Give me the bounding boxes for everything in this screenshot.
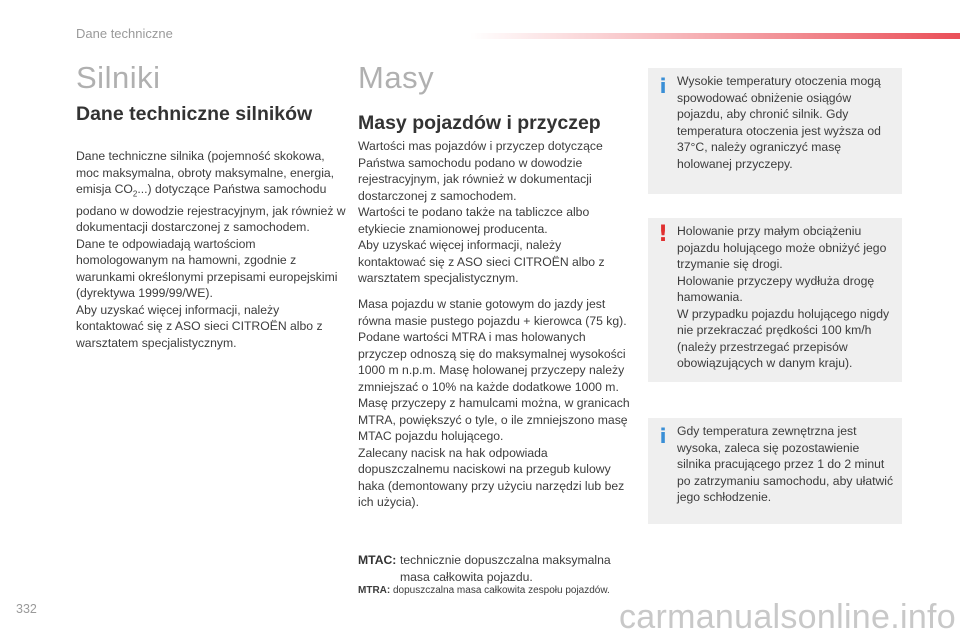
note-text: Holowanie przy małym obciążeniu pojazdu holującego może obniżyć jego trzymanie się drogi. Holowanie przyczepy wydłuża drogę hamowania. W przypadku pojazdu holującego nigdy nie przekraczać prędkości 100 km/h (należy przestrzegać przepisów obowiązujących w danym kraju). xyxy=(677,224,890,370)
weights-paragraph-1: Wartości mas pojazdów i przyczep dotyczące Państwa samochodu podano w dowodzie rejestracyjnym, jak również w dokumentacji dostarczonej z samochodem. Wartości te podano także na tabliczce albo etykiecie znamionowej producenta. Aby uzyskać więcej informacji, należy kontaktować się z ASO sieci CITROËN albo z warsztatem specjalistycznym. xyxy=(358,139,605,285)
engines-subtitle: Dane techniczne silników xyxy=(76,103,313,125)
note-box-temperature xyxy=(648,68,902,194)
engines-title: Silniki xyxy=(76,60,161,95)
header-accent-line xyxy=(470,33,960,39)
engines-body-rest: ...) dotyczące Państwa samochodu podano w dowodzie rejestracyjnym, jak również w dokumentacji dostarczonej z samochodem. Dane te odpowiadają wartościom homologowanym na hamowni, zgodnie z warunkami określonymi przepisami europejskimi (dyrektywa 1999/99/WE). Aby uzyskać więcej informacji, należy kontaktować się z ASO sieci CITROËN albo z warsztatem specjalistycznym. xyxy=(76,182,346,350)
engines-body xyxy=(76,148,346,351)
section-header: Dane techniczne xyxy=(76,26,173,41)
weights-title: Masy xyxy=(358,60,435,95)
info-icon: i xyxy=(659,74,667,98)
watermark: carmanualsonline.info xyxy=(618,598,956,636)
weights-paragraph-2: Masa pojazdu w stanie gotowym do jazdy jest równa masie pustego pojazdu + kierowca (75 kg). Podane wartości MTRA i mas holowanych przyczep odnoszą się do maksymalnej wysokości 1000 m n.p.m. Masę holowanej przyczepy należy zmniejszać o 10% na każde dodatkowe 1000 m. Masę przyczepy z hamulcami można, w granicach MTRA, powiększyć o tyle, o ile zmniejszono masę MTAC pojazdu holującego. Zalecany nacisk na hak odpowiada dopuszczalnemu naciskowi na przegub kulowy haka (demontowany przy użyciu narzędzi lub bez ich użycia). xyxy=(358,297,630,509)
mtra-term: MTRA: xyxy=(358,585,391,596)
note-text: Wysokie temperatury otoczenia mogą spowodować obniżenie osiągów pojazdu, aby chronić silnik. Gdy temperatura otoczenia jest wyższa od 37°C, należy ograniczyć masę holowanej przyczepy. xyxy=(677,74,881,171)
mtac-definition xyxy=(358,552,630,585)
note-box-engine-cooling xyxy=(648,418,902,524)
mtra-definition xyxy=(358,585,610,596)
mtac-description: technicznie dopuszczalna maksymalna masa całkowita pojazdu. xyxy=(400,553,611,584)
info-icon: i xyxy=(659,424,667,448)
mtra-description: dopuszczalna masa całkowita zespołu pojazdów. xyxy=(393,585,610,596)
mtac-term: MTAC: xyxy=(358,553,397,567)
note-box-towing-warning xyxy=(648,218,902,382)
weights-subtitle: Masy pojazdów i przyczep xyxy=(358,112,601,134)
co2-subscript: 2 xyxy=(132,189,138,199)
engines-body-start: Dane techniczne silnika (pojemność skokowa, moc maksymalna, obroty maksymalne, energia, emisja CO xyxy=(76,149,335,196)
warning-icon: ! xyxy=(657,222,669,247)
note-text: Gdy temperatura zewnętrzna jest wysoka, zaleca się pozostawienie silnika pracującego przez 1 do 2 minut po zatrzymaniu samochodu, aby ułatwić jego schłodzenie. xyxy=(677,424,894,504)
page-number: 332 xyxy=(16,602,37,616)
